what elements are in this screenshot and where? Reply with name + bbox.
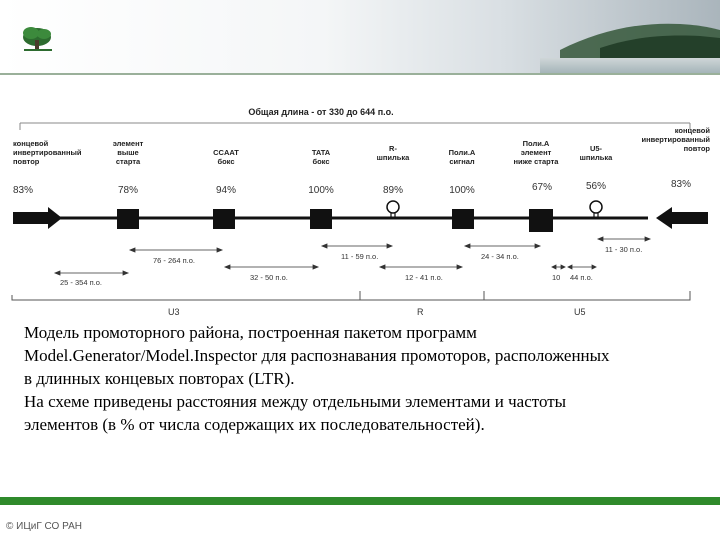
element-label: элемент выше старта	[112, 139, 144, 166]
element-percent: 56%	[585, 181, 607, 192]
distance-label: 24 - 34 п.о.	[481, 252, 519, 261]
polya-signal-box	[452, 209, 474, 229]
header-graphic	[0, 0, 720, 75]
r-hairpin-icon	[387, 201, 399, 218]
element-percent: 100%	[308, 185, 334, 196]
caption-line: элементов (в % от числа содержащих их последовательностей).	[24, 415, 485, 434]
element-label: Поли.А сигнал	[448, 148, 476, 166]
region-u3-label: U3	[168, 307, 180, 315]
u5-hairpin-icon	[590, 201, 602, 218]
element-percent: 83%	[670, 179, 692, 190]
caption-line: Model.Generator/Model.Inspector для распознавания промоторов, расположенных	[24, 346, 610, 365]
region-bracket	[12, 291, 690, 300]
upstream-element-box	[117, 209, 139, 229]
caption-line: Модель промоторного района, построенная пакетом программ	[24, 323, 477, 342]
header-banner	[0, 0, 720, 75]
distance-label: 10	[552, 273, 561, 282]
region-r-label: R	[417, 307, 424, 315]
ccaat-box	[213, 209, 235, 229]
total-length-label: Общая длина - от 330 до 644 п.о.	[248, 107, 394, 117]
caption-line: На схеме приведены расстояния между отдельными элементами и частоты	[24, 392, 567, 411]
distance-label: 76 - 264 п.о.	[153, 256, 196, 265]
polya-downstream-box	[529, 209, 553, 232]
footer-copyright: © ИЦиГ СО РАН	[6, 521, 82, 532]
element-label: Поли.А элемент ниже старта	[513, 139, 559, 166]
element-label: U5-шпилька	[579, 144, 613, 162]
distance-label: 25 - 354 п.о.	[60, 278, 103, 287]
ltr-left-arrow-icon	[13, 207, 62, 229]
element-label: концевой инвертированный повтор	[13, 139, 82, 166]
element-label: TATA бокс	[311, 148, 331, 166]
element-percent: 89%	[382, 185, 404, 196]
element-label: R-шпилька	[376, 144, 410, 162]
caption-line: в длинных концевых повторах (LTR).	[24, 369, 295, 388]
ltr-right-arrow-icon	[656, 207, 708, 229]
element-percent: 67%	[531, 182, 553, 193]
element-percent: 94%	[215, 185, 237, 196]
caption-text	[24, 321, 714, 436]
element-label: концевой инвертированный повтор	[641, 126, 710, 153]
element-percent: 78%	[117, 185, 139, 196]
element-percent: 83%	[13, 185, 34, 196]
promoter-diagram	[0, 95, 720, 315]
distance-label: 32 - 50 п.о.	[250, 273, 288, 282]
element-label: CCAAT бокс	[213, 148, 239, 166]
distance-label: 44 п.о.	[570, 273, 593, 282]
tata-box	[310, 209, 332, 229]
region-u5-label: U5	[574, 307, 586, 315]
footer-bar	[0, 497, 720, 505]
element-percent: 100%	[449, 185, 475, 196]
distance-label: 11 - 59 п.о.	[341, 252, 379, 261]
distance-label: 11 - 30 п.о.	[605, 245, 643, 254]
distance-label: 12 - 41 п.о.	[405, 273, 443, 282]
